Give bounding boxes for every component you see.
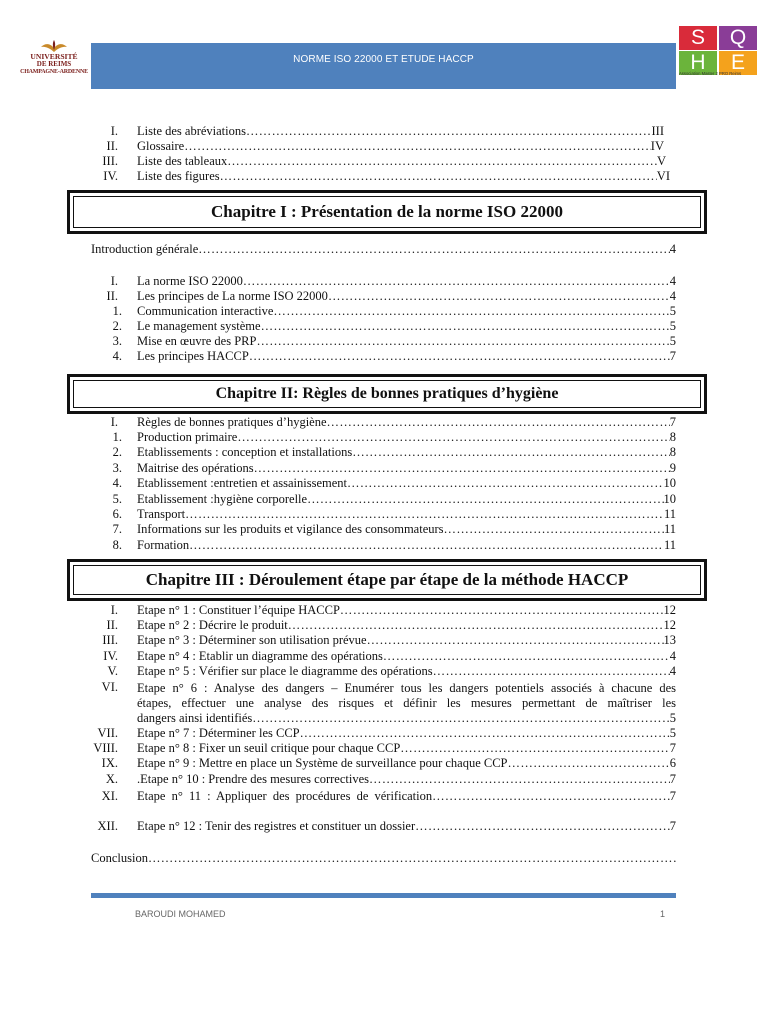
chapter2-title-box [67,374,707,414]
list-item: II. Les principes de La norme ISO 22000 …………………………………………………………………………………………………………………………………………………… 4 [100,289,676,304]
list-item: I. Liste des abréviations …………………………………………………………………………………………………………………………………………………… III [100,124,664,139]
list-item: 3. Mise en œuvre des PRP …………………………………………………………………………………………………………………………………………………… 5 [100,334,676,349]
logo-letter-e: E [719,51,757,75]
footer-author: BAROUDI MOHAMED [135,909,226,919]
logo-letter-h: H [679,51,717,75]
footer-page-number: 1 [660,909,666,919]
university-logo-line2: DE REIMS [36,60,72,68]
list-item: XI. Etape n° 11 : Appliquer des procédures de vérification …………………………………………………………………………………………………………………………………………………… 7 [100,789,676,804]
list-item: 2. Le management système …………………………………………………………………………………………………………………………………………………… 5 [100,319,676,334]
chapter3-title-box [67,559,707,601]
footer-rule [91,893,676,898]
list-item: 5. Etablissement :hygiène corporelle …………………………………………………………………………………………………………………………………………………… 10 [100,492,676,507]
list-item: II. Etape n° 2 : Décrire le produit …………………………………………………………………………………………………………………………………………………… 12 [100,618,676,633]
list-item: III. Etape n° 3 : Déterminer son utilisation prévue …………………………………………………………………………………………………………………………………………………… 13 [100,633,676,648]
conclusion-entry: Conclusion …………………………………………………………………………………………………………………………………………………… [91,851,676,866]
list-item: X. .Etape n° 10 : Prendre des mesures correctives …………………………………………………………………………………………………………………………………………………… 7 [100,772,676,787]
list-item: IV. Liste des figures …………………………………………………………………………………………………………………………………………………… VI [100,169,670,184]
university-logo-line3: CHAMPAGNE-ARDENNE [20,69,88,75]
chapter1-title-box [67,190,707,234]
header-bar [91,43,676,89]
list-item: 1. Production primaire …………………………………………………………………………………………………………………………………………………… 8 [100,430,676,445]
sqhe-logo [679,26,759,78]
list-item: XII. Etape n° 12 : Tenir des registres et constituer un dossier …………………………………………………………………………………………………………………………………………………… 7 [100,819,676,834]
introduction-entry: Introduction générale …………………………………………………………………………………………………………………………………………………… 4 [91,242,676,257]
list-item: IX. Etape n° 9 : Mettre en place un Système de surveillance pour chaque CCP …………………………………………………………………………………………………………………………………………………… 6 [100,756,676,771]
list-item: 1. Communication interactive …………………………………………………………………………………………………………………………………………………… 5 [100,304,676,319]
list-item: I. La norme ISO 22000 …………………………………………………………………………………………………………………………………………………… 4 [100,274,676,289]
list-item: IV. Etape n° 4 : Etablir un diagramme des opérations …………………………………………………………………………………………………………………………………………………… 4 [100,649,676,664]
list-item: 4. Etablissement :entretien et assainissement …………………………………………………………………………………………………………………………………………………… 10 [100,476,676,491]
list-item: 2. Etablissements : conception et installations …………………………………………………………………………………………………………………………………………………… 8 [100,445,676,460]
list-item: 6. Transport …………………………………………………………………………………………………………………………………………………… 11 [100,507,676,522]
list-item: 7. Informations sur les produits et vigilance des consommateurs …………………………………………………………………………………………………………………………………………………… 11 [100,522,676,537]
chapter2-title: Chapitre II: Règles de bonnes pratiques d’hygiène [215,385,559,402]
university-logo [14,40,94,82]
list-item: I. Etape n° 1 : Constituer l’équipe HACCP …………………………………………………………………………………………………………………………………………………… 12 [100,603,676,618]
list-item: VIII. Etape n° 8 : Fixer un seuil critique pour chaque CCP …………………………………………………………………………………………………………………………………………………… 7 [100,741,676,756]
list-item: 4. Les principes HACCP …………………………………………………………………………………………………………………………………………………… 7 [100,349,676,364]
list-item: VII. Etape n° 7 : Déterminer les CCP …………………………………………………………………………………………………………………………………………………… 5 [100,726,676,741]
list-item: II. Glossaire …………………………………………………………………………………………………………………………………………………… IV [100,139,664,154]
list-item: I. Règles de bonnes pratiques d’hygiène …………………………………………………………………………………………………………………………………………………… 7 [100,415,676,430]
header-title: NORME ISO 22000 ET ETUDE HACCP [293,54,474,65]
list-item: 8. Formation …………………………………………………………………………………………………………………………………………………… 11 [100,538,676,553]
list-item: V. Etape n° 5 : Vérifier sur place le diagramme des opérations …………………………………………………………………………………………………………………………………………………… 4 [100,664,676,679]
list-item: 3. Maitrise des opérations …………………………………………………………………………………………………………………………………………………… 9 [100,461,676,476]
logo-tagline: Association Master 2 PRO Reims [679,71,742,76]
logo-letter-s: S [679,26,717,50]
logo-letter-q: Q [719,26,757,50]
chapter3-title: Chapitre III : Déroulement étape par étape de la méthode HACCP [145,570,629,589]
list-item: III. Liste des tableaux …………………………………………………………………………………………………………………………………………………… V [100,154,666,169]
chapter1-title: Chapitre I : Présentation de la norme ISO 22000 [211,202,563,221]
university-logo-line1: UNIVERSITÉ [30,52,78,61]
